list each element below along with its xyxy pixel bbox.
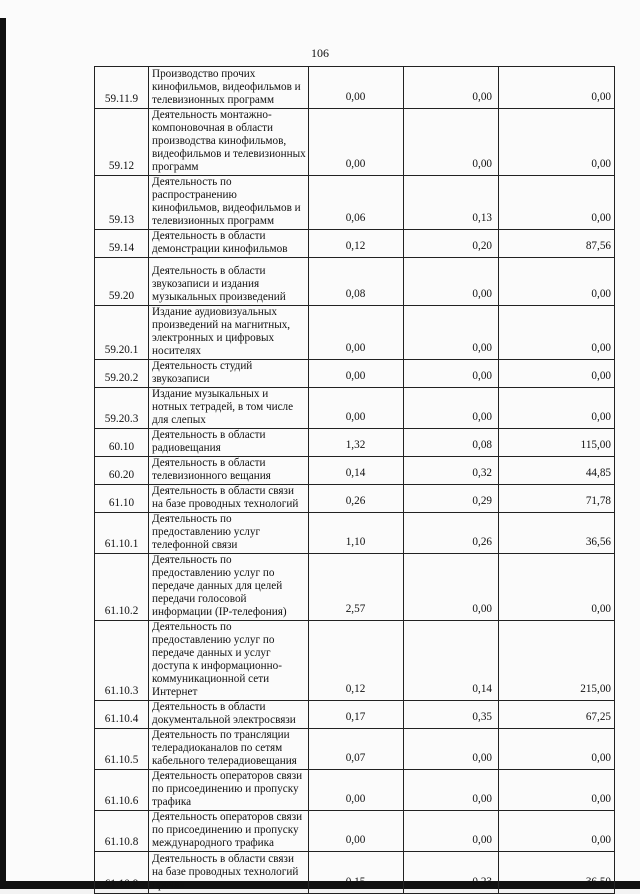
row-code: 61.10: [95, 485, 149, 513]
row-code: 59.12: [95, 109, 149, 176]
row-activity-name: Деятельность студий звукозаписи: [149, 360, 309, 388]
row-activity-name: Деятельность операторов связи по присоединению и пропуску трафика: [149, 770, 309, 811]
row-value-2: 0,35: [404, 701, 499, 729]
table-row: [95, 513, 615, 554]
row-code: 61.10.3: [95, 621, 149, 701]
row-code: 59.20.3: [95, 388, 149, 429]
row-code: 59.20.2: [95, 360, 149, 388]
row-value-3: 0,00: [499, 258, 615, 306]
row-value-3: 0,00: [499, 811, 615, 852]
table-row: [95, 554, 615, 621]
row-code: 61.10.4: [95, 701, 149, 729]
row-activity-name: Деятельность по трансляции телерадиоканалов по сетям кабельного телерадиовещания: [149, 729, 309, 770]
table-row: [95, 388, 615, 429]
row-value-3: 67,25: [499, 701, 615, 729]
row-code: 61.10.8: [95, 811, 149, 852]
table-row: [95, 67, 615, 109]
row-value-1: 0,12: [309, 621, 404, 701]
table-row: [95, 811, 615, 852]
row-code: 61.10.2: [95, 554, 149, 621]
table-row: [95, 729, 615, 770]
row-activity-name: Деятельность в области связи на базе проводных технологий: [149, 485, 309, 513]
row-value-1: 0,17: [309, 701, 404, 729]
row-value-1: 1,32: [309, 429, 404, 457]
row-activity-name: Деятельность монтажно-компоновочная в области производства кинофильмов, видеофильмов и телевизионных программ: [149, 109, 309, 176]
row-value-1: 2,57: [309, 554, 404, 621]
row-value-3: 0,00: [499, 306, 615, 360]
row-value-1: 0,00: [309, 67, 404, 109]
row-value-2: 0,00: [404, 729, 499, 770]
table-row: [95, 360, 615, 388]
row-value-1: 0,07: [309, 729, 404, 770]
row-value-1: 0,00: [309, 770, 404, 811]
activity-table: [94, 66, 615, 894]
row-activity-name: Деятельность по предоставлению услуг по передаче данных и услуг доступа к информационно-коммуникационной сети Интернет: [149, 621, 309, 701]
row-activity-name: Деятельность по предоставлению услуг телефонной связи: [149, 513, 309, 554]
row-activity-name: Деятельность в области связи на базе проводных технологий прочая: [149, 852, 309, 894]
row-activity-name: Деятельность по предоставлению услуг по передаче данных для целей передачи голосовой информации (IP-телефония): [149, 554, 309, 621]
row-code: 59.20.1: [95, 306, 149, 360]
row-value-3: 0,00: [499, 388, 615, 429]
row-code: 59.11.9: [95, 67, 149, 109]
row-value-3: 44,85: [499, 457, 615, 485]
row-value-3: 0,00: [499, 554, 615, 621]
row-value-1: 0,00: [309, 109, 404, 176]
row-value-2: 0,13: [404, 176, 499, 230]
row-activity-name: Деятельность в области звукозаписи и издания музыкальных произведений: [149, 258, 309, 306]
row-value-2: 0,14: [404, 621, 499, 701]
row-value-2: 0,00: [404, 388, 499, 429]
table-row: [95, 176, 615, 230]
table-row: [95, 230, 615, 258]
row-value-3: 36,56: [499, 513, 615, 554]
row-value-2: 0,26: [404, 513, 499, 554]
row-value-2: 0,00: [404, 306, 499, 360]
row-value-1: 0,06: [309, 176, 404, 230]
row-value-1: 0,00: [309, 360, 404, 388]
row-value-3: 0,00: [499, 176, 615, 230]
row-activity-name: Издание аудиовизуальных произведений на магнитных, электронных и цифровых носителях: [149, 306, 309, 360]
row-activity-name: Деятельность в области радиовещания: [149, 429, 309, 457]
row-activity-name: Производство прочих кинофильмов, видеофильмов и телевизионных программ: [149, 67, 309, 109]
row-value-1: 0,15: [309, 852, 404, 894]
row-code: 59.13: [95, 176, 149, 230]
row-value-1: 0,00: [309, 811, 404, 852]
row-value-3: 71,78: [499, 485, 615, 513]
table-row: [95, 485, 615, 513]
row-value-2: 0,00: [404, 258, 499, 306]
row-value-2: 0,00: [404, 770, 499, 811]
row-value-3: 215,00: [499, 621, 615, 701]
row-activity-name: Деятельность в области документальной электросвязи: [149, 701, 309, 729]
row-value-2: 0,00: [404, 67, 499, 109]
row-value-1: 0,14: [309, 457, 404, 485]
row-value-3: 87,56: [499, 230, 615, 258]
row-code: 60.10: [95, 429, 149, 457]
row-code: 61.10.9: [95, 852, 149, 894]
row-value-3: 0,00: [499, 360, 615, 388]
row-value-2: 0,32: [404, 457, 499, 485]
row-value-1: 0,12: [309, 230, 404, 258]
row-value-2: 0,20: [404, 230, 499, 258]
row-code: 61.10.5: [95, 729, 149, 770]
row-value-2: 0,00: [404, 554, 499, 621]
row-activity-name: Деятельность в области телевизионного вещания: [149, 457, 309, 485]
table-row: [95, 429, 615, 457]
row-code: 59.14: [95, 230, 149, 258]
table-row: [95, 306, 615, 360]
scan-edge-left: [0, 18, 6, 889]
row-value-1: 0,26: [309, 485, 404, 513]
table-row: [95, 258, 615, 306]
row-value-2: 0,29: [404, 485, 499, 513]
row-value-3: 0,00: [499, 109, 615, 176]
row-activity-name: Деятельность в области демонстрации кинофильмов: [149, 230, 309, 258]
row-code: 60.20: [95, 457, 149, 485]
row-activity-name: Издание музыкальных и нотных тетрадей, в том числе для слепых: [149, 388, 309, 429]
page-number: 106: [311, 46, 329, 60]
row-value-3: 0,00: [499, 67, 615, 109]
row-activity-name: Деятельность операторов связи по присоединению и пропуску международного трафика: [149, 811, 309, 852]
row-value-3: 115,00: [499, 429, 615, 457]
table-row: [95, 701, 615, 729]
row-value-3: 0,00: [499, 770, 615, 811]
table-row: [95, 109, 615, 176]
row-code: 59.20: [95, 258, 149, 306]
row-value-2: 0,00: [404, 811, 499, 852]
row-value-1: 0,00: [309, 306, 404, 360]
row-value-1: 1,10: [309, 513, 404, 554]
row-value-2: 0,00: [404, 109, 499, 176]
row-value-2: 0,23: [404, 852, 499, 894]
table-row: [95, 852, 615, 894]
row-activity-name: Деятельность по распространению кинофильмов, видеофильмов и телевизионных программ: [149, 176, 309, 230]
row-value-2: 0,08: [404, 429, 499, 457]
table-row: [95, 621, 615, 701]
row-value-3: 36,50: [499, 852, 615, 894]
row-value-1: 0,00: [309, 388, 404, 429]
row-value-3: 0,00: [499, 729, 615, 770]
row-value-1: 0,08: [309, 258, 404, 306]
row-code: 61.10.6: [95, 770, 149, 811]
table-row: [95, 457, 615, 485]
table-row: [95, 770, 615, 811]
activity-table-body: [95, 67, 615, 894]
row-code: 61.10.1: [95, 513, 149, 554]
row-value-2: 0,00: [404, 360, 499, 388]
